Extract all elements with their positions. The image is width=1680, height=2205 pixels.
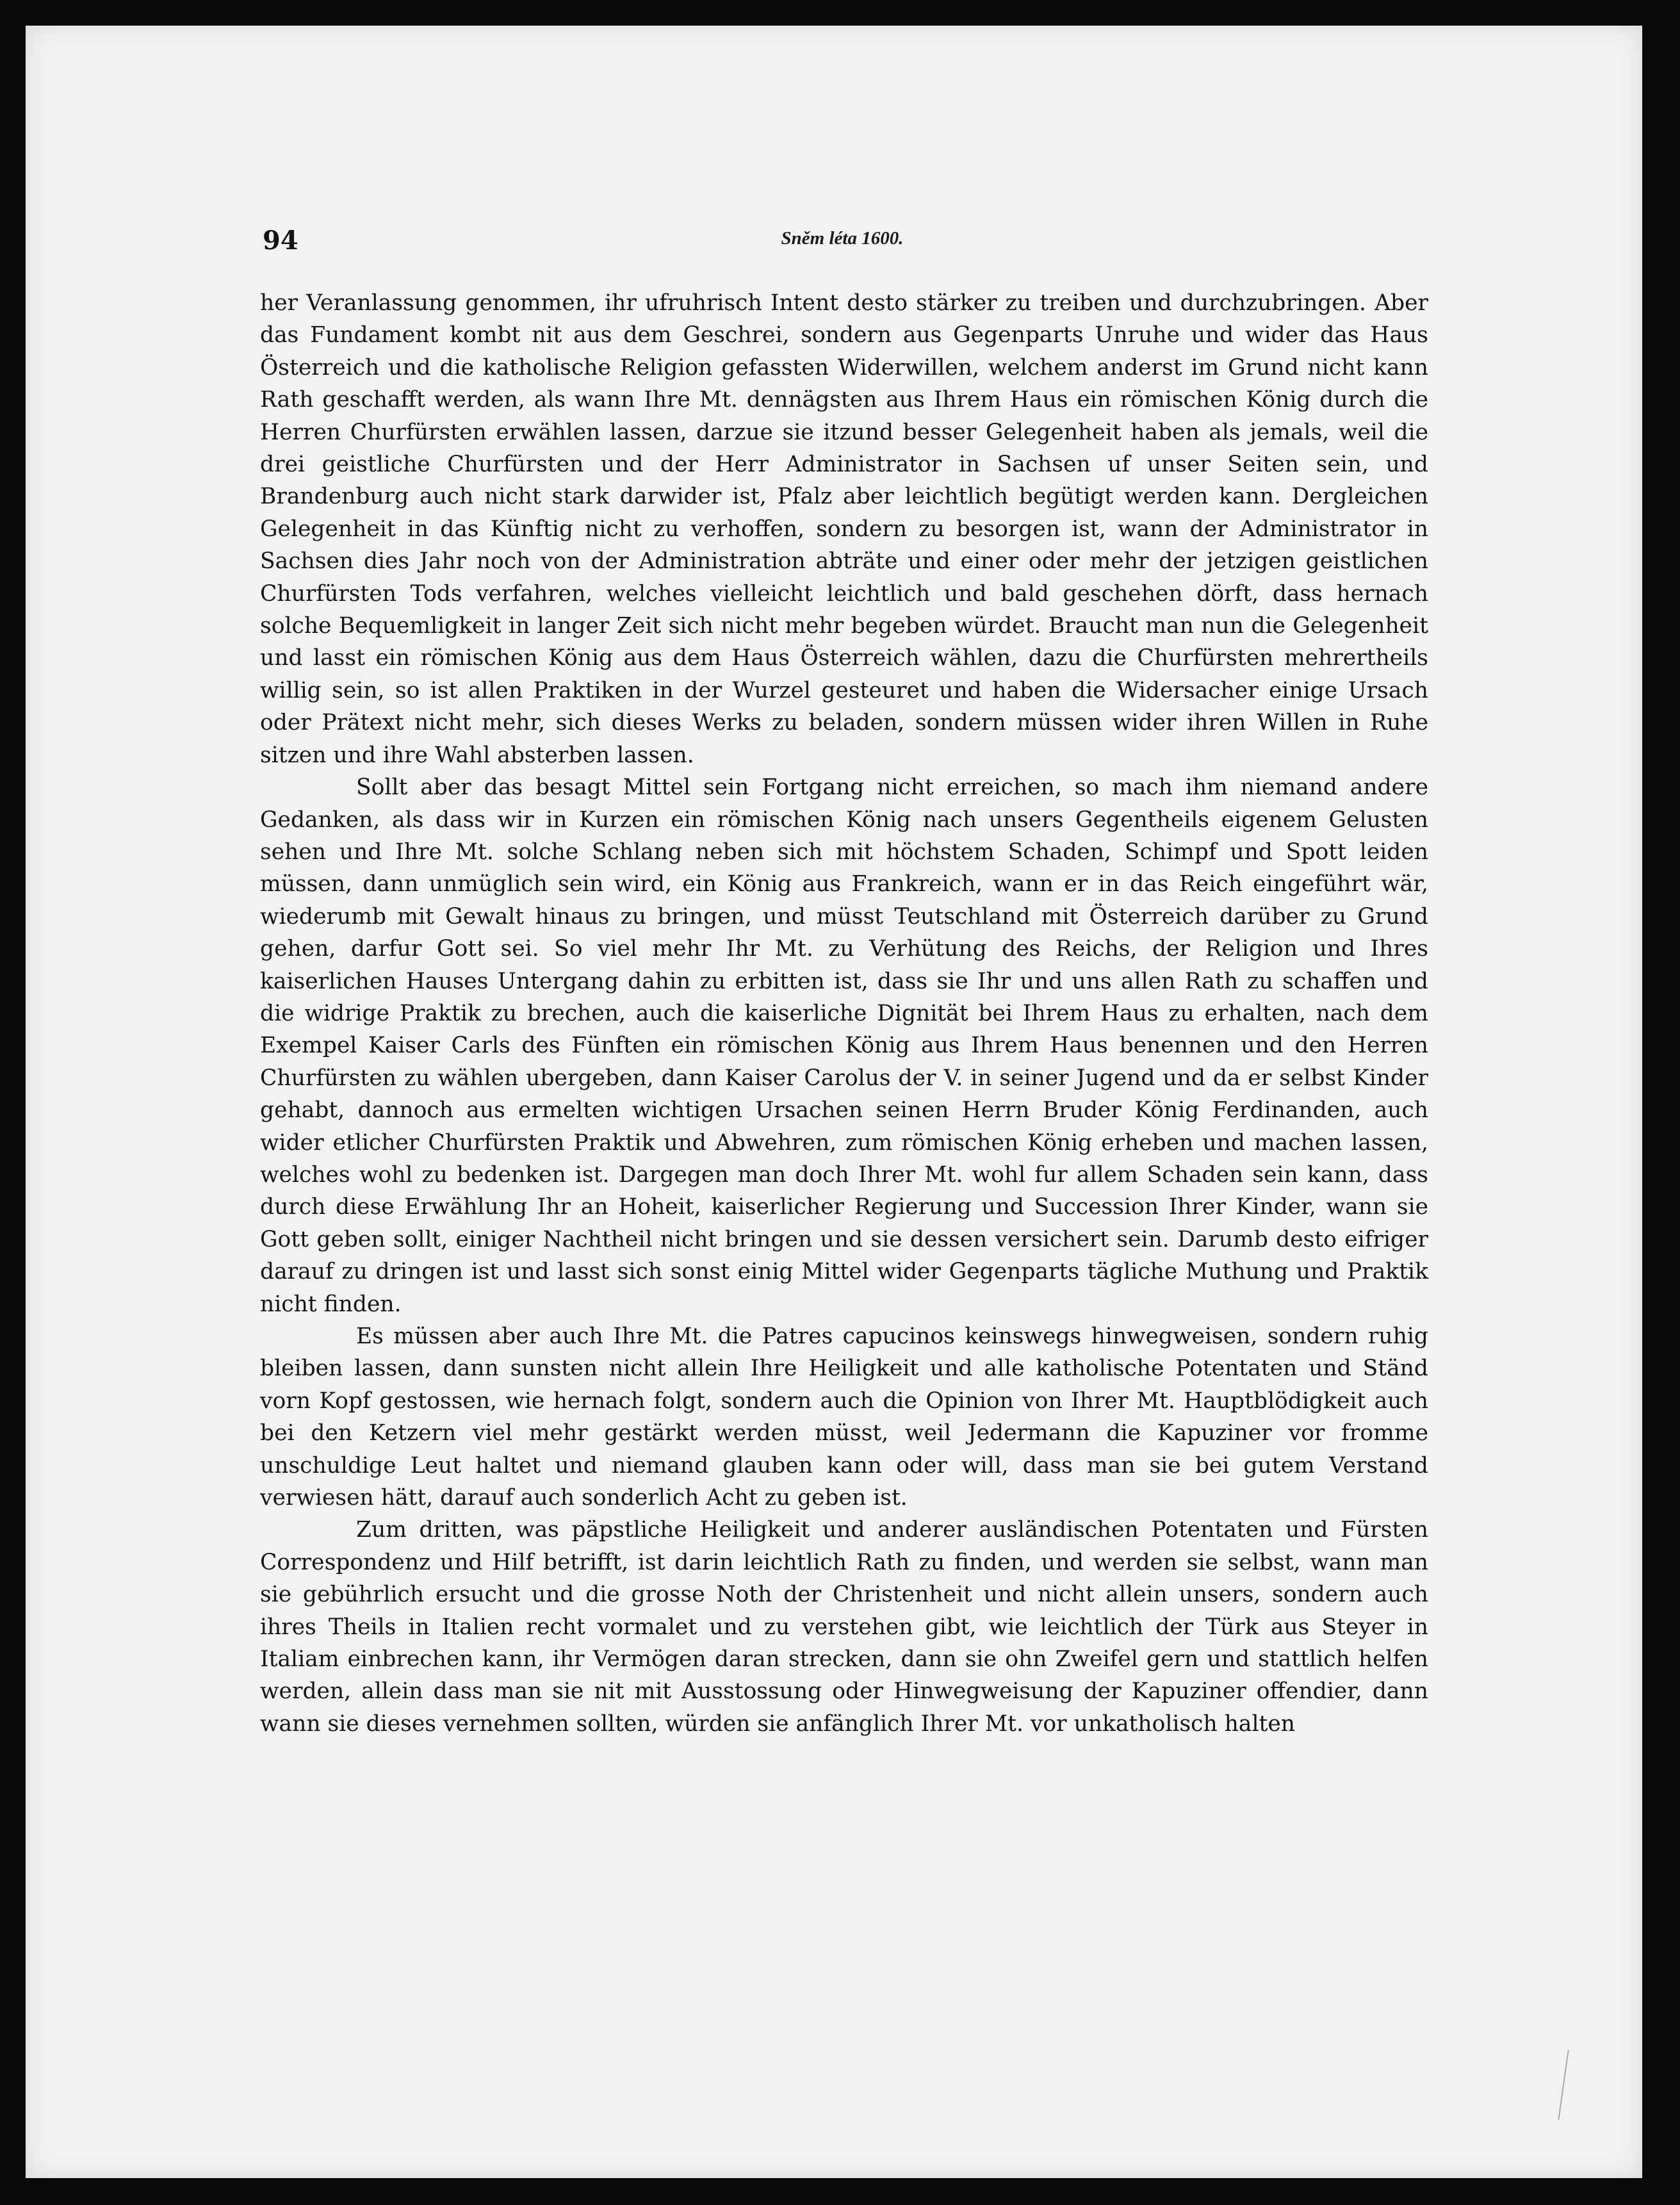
body-text <box>260 287 1428 1740</box>
paragraph: Sollt aber das besagt Mittel sein Fortgang nicht erreichen, so mach ihm niemand andere Gedanken, als dass wir in Kurzen ein römischen König nach unsers Gegentheils eigenem Gelusten sehen und Ihre Mt. solche Schlang neben sich mit höchstem Schaden, Schimpf und Spott leiden müssen, dann unmüglich sein wird, ein König aus Frankreich, wann er in das Reich eingeführt wär, wiederumb mit Gewalt hinaus zu bringen, und müsst Teutschland mit Österreich darüber zu Grund gehen, darfur Gott sei. So viel mehr Ihr Mt. zu Verhütung des Reichs, der Religion und Ihres kaiserlichen Hauses Untergang dahin zu erbitten ist, dass sie Ihr und uns allen Rath zu schaffen und die widrige Praktik zu brechen, auch die kaiserliche Dignität bei Ihrem Haus zu erhalten, nach dem Exempel Kaiser Carls des Fünften ein römischen König aus Ihrem Haus benennen und den Herren Churfürsten zu wählen ubergeben, dann Kaiser Carolus der V. in seiner Jugend und da er selbst Kinder gehabt, dannoch aus ermelten wichtigen Ursachen seinen Herrn Bruder König Ferdinanden, auch wider etlicher Churfürsten Praktik und Abwehren, zum römischen König erheben und machen lassen, welches wohl zu bedenken ist. Dargegen man doch Ihrer Mt. wohl fur allem Schaden sein kann, dass durch diese Erwählung Ihr an Hoheit, kaiserlicher Regierung und Succession Ihrer Kinder, wann sie Gott geben sollt, einiger Nachtheil nicht bringen und sie dessen versichert sein. Darumb desto eifriger darauf zu dringen ist und lasst sich sonst einig Mittel wider Gegenparts tägliche Muthung und Praktik nicht finden. <box>260 775 1428 1317</box>
page-header <box>263 225 1422 264</box>
paragraph: Es müssen aber auch Ihre Mt. die Patres capucinos keinswegs hinwegweisen, sondern ruhig bleiben lassen, dann sunsten nicht allein Ihre Heiligkeit und alle katholische Potentaten und Ständ vorn Kopf gestossen, wie hernach folgt, sondern auch die Opinion von Ihrer Mt. Hauptblödigkeit auch bei den Ketzern viel mehr gestärkt werden müsst, weil Jedermann die Kapuziner vor fromme unschuldige Leut haltet und niemand glauben kann oder will, dass man sie bei gutem Verstand verwiesen hätt, darauf auch sonderlich Acht zu geben ist. <box>260 1324 1428 1511</box>
paragraph: her Veranlassung genommen, ihr ufruhrisch Intent desto stärker zu treiben und durchzubringen. Aber das Fundament kombt nit aus dem Geschrei, sondern aus Gegenparts Unruhe und wider das Haus Österreich und die katholische Religion gefassten Widerwillen, welchem anderst im Grund nicht kann Rath geschafft werden, als wann Ihre Mt. dennägsten aus Ihrem Haus ein römischen König durch die Herren Churfürsten erwählen lassen, darzue sie itzund besser Gelegenheit haben als jemals, weil die drei geistliche Churfürsten und der Herr Administrator in Sachsen uf unser Seiten sein, und Brandenburg auch nicht stark darwider ist, Pfalz aber leichtlich begütigt werden kann. Dergleichen Gelegenheit in das Künftig nicht zu verhoffen, sondern zu besorgen ist, wann der Administrator in Sachsen dies Jahr noch von der Administration abträte und einer oder mehr der jetzigen geistlichen Churfürsten Tods verfahren, welches vielleicht leichtlich und bald geschehen dörft, dass hernach solche Bequemligkeit in langer Zeit sich nicht mehr begeben würdet. Braucht man nun die Gelegenheit und lasst ein römischen König aus dem Haus Österreich wählen, dazu die Churfürsten mehrertheils willig sein, so ist allen Praktiken in der Wurzel gesteuret und haben die Widersacher einige Ursach oder Prätext nicht mehr, sich dieses Werks zu beladen, sondern müssen wider ihren Willen in Ruhe sitzen und ihre Wahl absterben lassen. <box>260 290 1428 768</box>
running-title: Sněm léta 1600. <box>781 228 904 249</box>
page-number: 94 <box>263 225 298 256</box>
paragraph: Zum dritten, was päpstliche Heiligkeit und anderer ausländischen Potentaten und Fürsten Correspondenz und Hilf betrifft, ist darin leichtlich Rath zu finden, und werden sie selbst, wann man sie gebührlich ersucht und die grosse Noth der Christenheit und nicht allein unsers, sondern auch ihres Theils in Italien recht vormalet und zu verstehen gibt, wie leichtlich der Türk aus Steyer in Italiam einbrechen kann, ihr Vermögen daran strecken, dann sie ohn Zweifel gern und stattlich helfen werden, allein dass man sie nit mit Ausstossung oder Hinwegweisung der Kapuziner offendier, dann wann sie dieses vernehmen sollten, würden sie anfänglich Ihrer Mt. vor unkatholisch halten <box>260 1517 1428 1737</box>
